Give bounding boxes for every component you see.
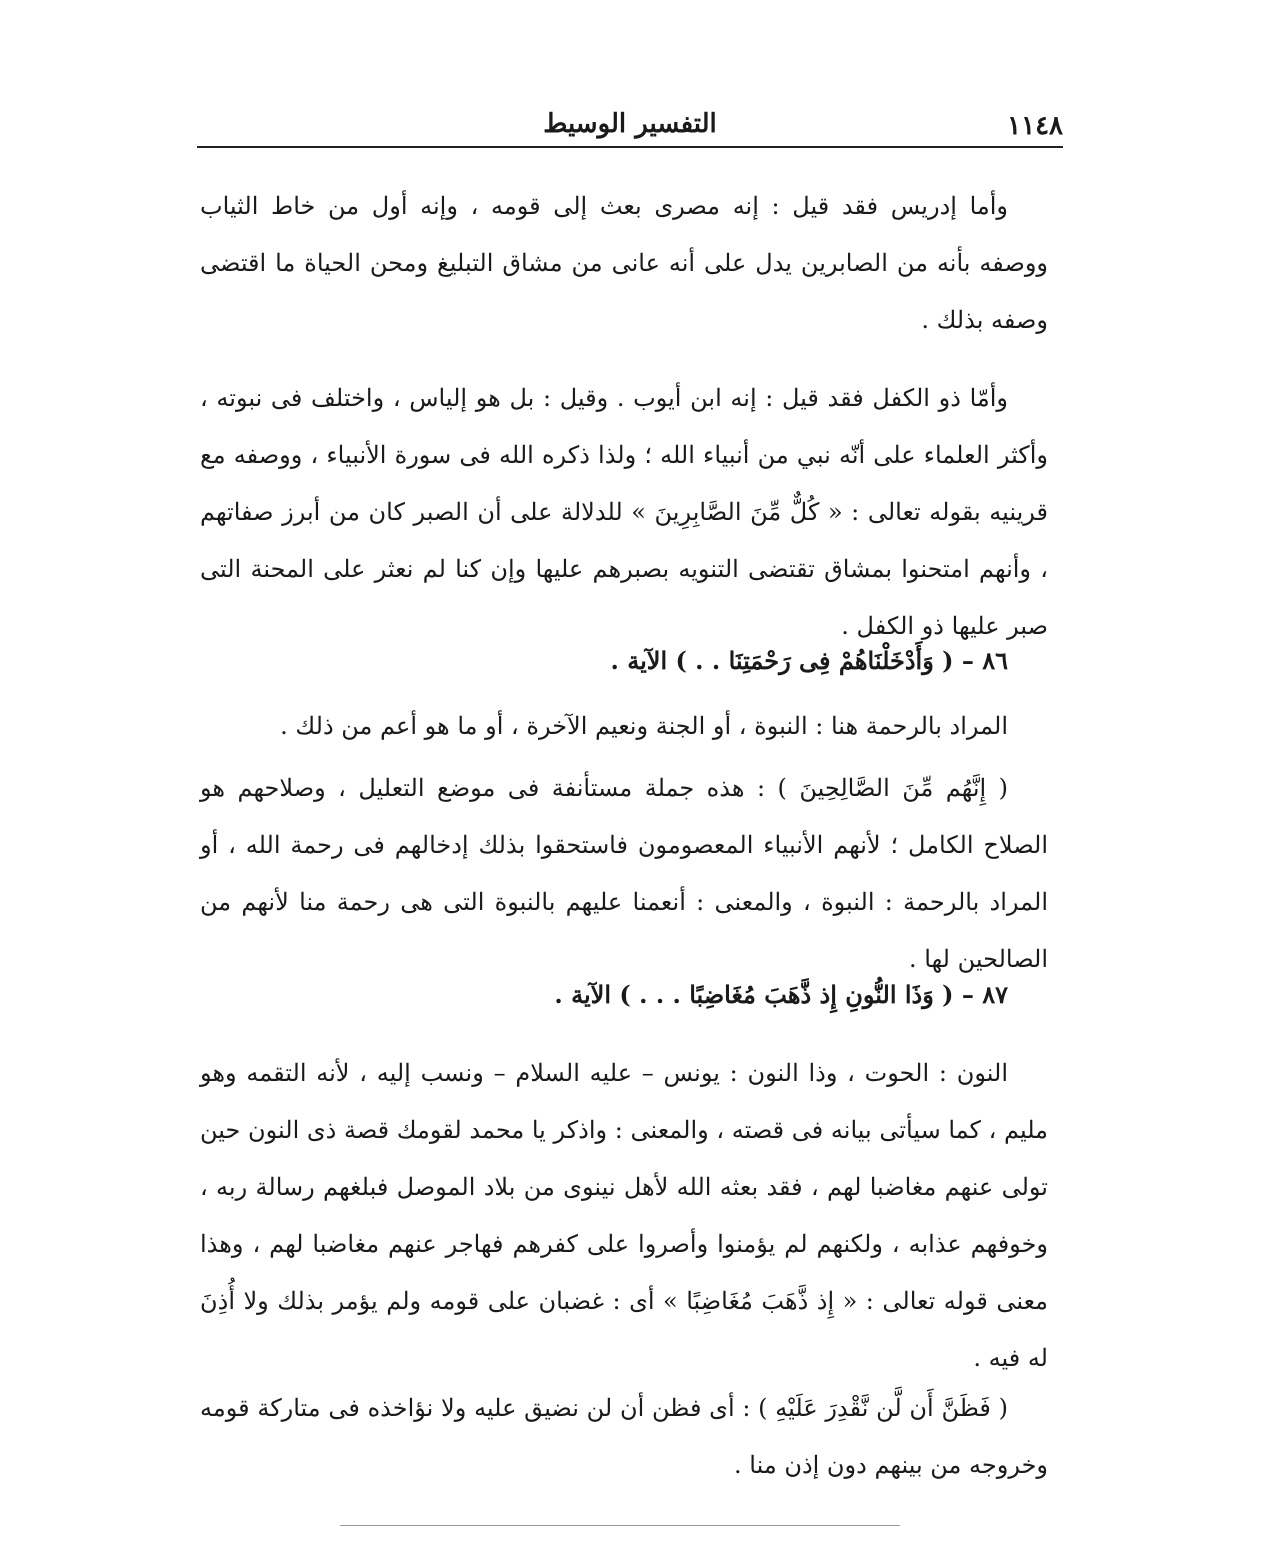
footer-rule [340, 1525, 900, 1526]
verse-heading-86: ٨٦ – ( وَأَدْخَلْنَاهُمْ فِى رَحْمَتِنَا . . ) الآية . [610, 646, 1008, 675]
running-title: التفسير الوسيط [543, 109, 717, 139]
paragraph-mercy-meaning: المراد بالرحمة هنا : النبوة ، أو الجنة ونعيم الآخرة ، أو ما هو أعم من ذلك . [280, 712, 1008, 740]
paragraph-fazanna: ( فَظَنَّ أَن لَّن نَّقْدِرَ عَلَيْهِ ) : أى فظن أن لن نضيق عليه ولا نؤاخذه فى متاركة قومه وخروجه من بينهم دون إذن منا . [200, 1394, 1048, 1479]
paragraph-idris: وأما إدريس فقد قيل : إنه مصرى بعث إلى قومه ، وإنه أول من خاط الثياب ووصفه بأنه من الصابرين يدل على أنه عانى من مشاق التبليغ ومحن الحياة ما اقتضى وصفه بذلك . [200, 192, 1048, 334]
paragraph-righteous: ( إِنَّهُم مِّنَ الصَّالِحِينَ ) : هذه جملة مستأنفة فى موضع التعليل ، وصلاحهم هو الصلاح الكامل ؛ لأنهم الأنبياء المعصومون فاستحقوا بذلك إدخالهم فى رحمة الله ، أو المراد بالرحمة : النبوة ، والمعنى : أنعمنا عليهم بالنبوة التى هى رحمة منا لأنهم من الصالحين لها . [200, 774, 1048, 973]
page-number: ١١٤٨ [1007, 111, 1063, 141]
header-rule [197, 146, 1063, 148]
page-header [197, 105, 1063, 145]
paragraph-dhul-kifl: وأمّا ذو الكفل فقد قيل : إنه ابن أيوب . وقيل : بل هو إلياس ، واختلف فى نبوته ، وأكثر العلماء على أنّه نبي من أنبياء الله ؛ ولذا ذكره الله فى سورة الأنبياء ، ووصفه مع قرينيه بقوله تعالى : « كُلٌّ مِّنَ الصَّابِرِينَ » للدلالة على أن الصبر كان من أبرز صفاتهم ، وأنهم امتحنوا بمشاق تقتضى التنويه بصبرهم عليها وإن كنا لم نعثر على المحنة التى صبر عليها ذو الكفل . [200, 384, 1048, 640]
paragraph-dhun-nun: النون : الحوت ، وذا النون : يونس – عليه السلام – ونسب إليه ، لأنه التقمه وهو مليم ، كما سيأتى بيانه فى قصته ، والمعنى : واذكر يا محمد لقومك قصة ذى النون حين تولى عنهم مغاضبا لهم ، فقد بعثه الله لأهل نينوى من بلاد الموصل فبلغهم رسالة ربه ، وخوفهم عذابه ، ولكنهم لم يؤمنوا وأصروا على كفرهم فهاجر عنهم مغاضبا لهم ، وهذا معنى قوله تعالى : « إِذ ذَّهَبَ مُغَاضِبًا » أى : غضبان على قومه ولم يؤمر بذلك ولا أُذِنَ له فيه . [200, 1059, 1049, 1372]
verse-heading-87: ٨٧ – ( وَذَا النُّونِ إِذ ذَّهَبَ مُغَاضِبًا . . . ) الآية . [554, 980, 1008, 1009]
